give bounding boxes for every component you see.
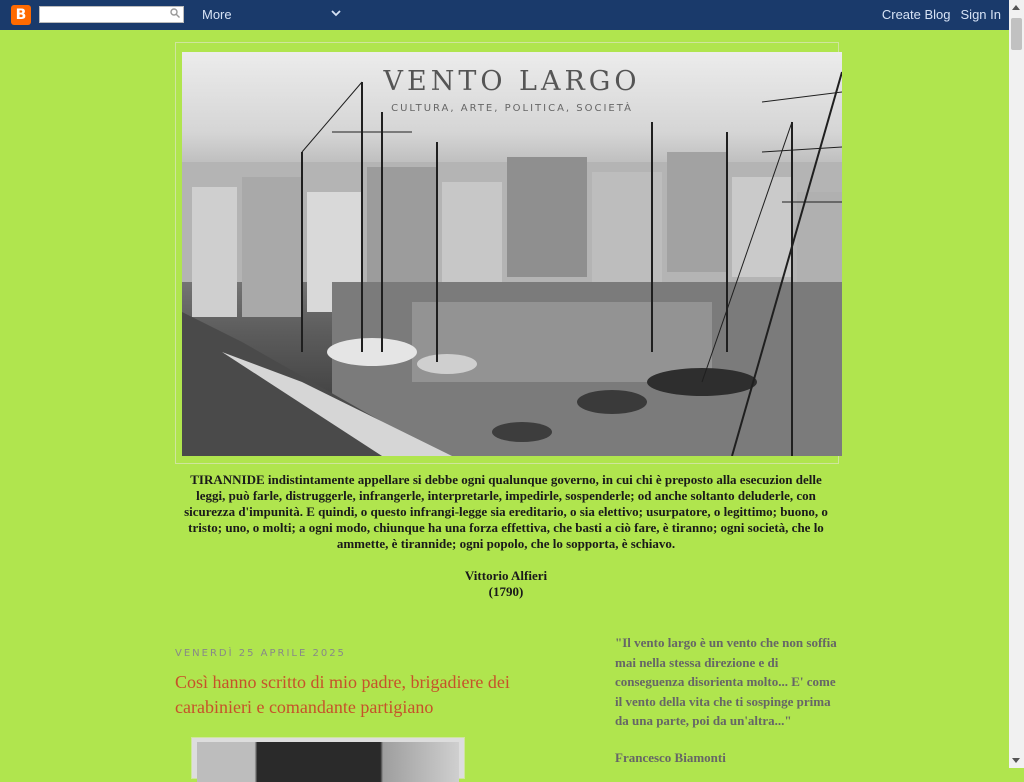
- sidebar-quote: "Il vento largo è un vento che non soffia mai nella stessa direzione e di conseguenza disorienta molto... E' come il vento della vita che ti sospinge prima da una parte, poi da un'altra...": [615, 635, 837, 729]
- blog-title[interactable]: VENTO LARGO: [383, 66, 641, 97]
- vertical-scrollbar[interactable]: [1009, 0, 1024, 768]
- chevron-down-icon[interactable]: [330, 8, 342, 18]
- blogger-navbar: [0, 0, 1009, 30]
- sidebar-quote-author: Francesco Biamonti: [615, 750, 726, 765]
- intro-quote-text: TIRANNIDE indistintamente appellare si debbe ogni qualunque governo, in cui chi è preposto alla esecuzion delle leggi, può farle, distruggerle, infrangerle, interpretarle, impedirle, sospenderle; od anche soltanto deluderle, con sicurezza d'impunità. E quindi, o questo infrangi-legge sia ereditario, o sia elettivo; usurpatore, o legittimo; buono, o tristo; uno, o molti; a ogni modo, chiunque ha una forza effettiva, che basti a ciò fare, è tiranno; ogni società, che lo ammette, è tirannide; ogni popolo, che lo sopporta, è schiavo.: [184, 472, 828, 551]
- navbar-right-links: [872, 7, 1001, 22]
- more-menu[interactable]: More: [202, 7, 232, 22]
- scroll-down-arrow-icon[interactable]: [1012, 758, 1020, 763]
- post-photo-content: [197, 742, 459, 782]
- post-date: VENERDÌ 25 APRILE 2025: [175, 648, 346, 659]
- post-title-link[interactable]: Così hanno scritto di mio padre, brigadiere dei carabinieri e comandante partigiano: [175, 672, 510, 717]
- intro-quote-attribution: [176, 568, 836, 600]
- post-photo[interactable]: [191, 737, 465, 779]
- blog-description: CULTURA, ARTE, POLITICA, SOCIETÀ: [391, 103, 633, 114]
- scroll-up-arrow-icon[interactable]: [1012, 5, 1020, 10]
- create-blog-link[interactable]: Create Blog: [881, 7, 951, 22]
- sign-in-link[interactable]: Sign In: [960, 7, 1001, 22]
- scrollbar-thumb[interactable]: [1011, 18, 1022, 50]
- search-icon[interactable]: [170, 8, 180, 18]
- blogger-logo-icon[interactable]: B: [11, 5, 31, 25]
- search-input[interactable]: [39, 6, 184, 23]
- intro-quote-year: (1790): [488, 584, 524, 599]
- intro-quote-author: Vittorio Alfieri: [464, 568, 548, 583]
